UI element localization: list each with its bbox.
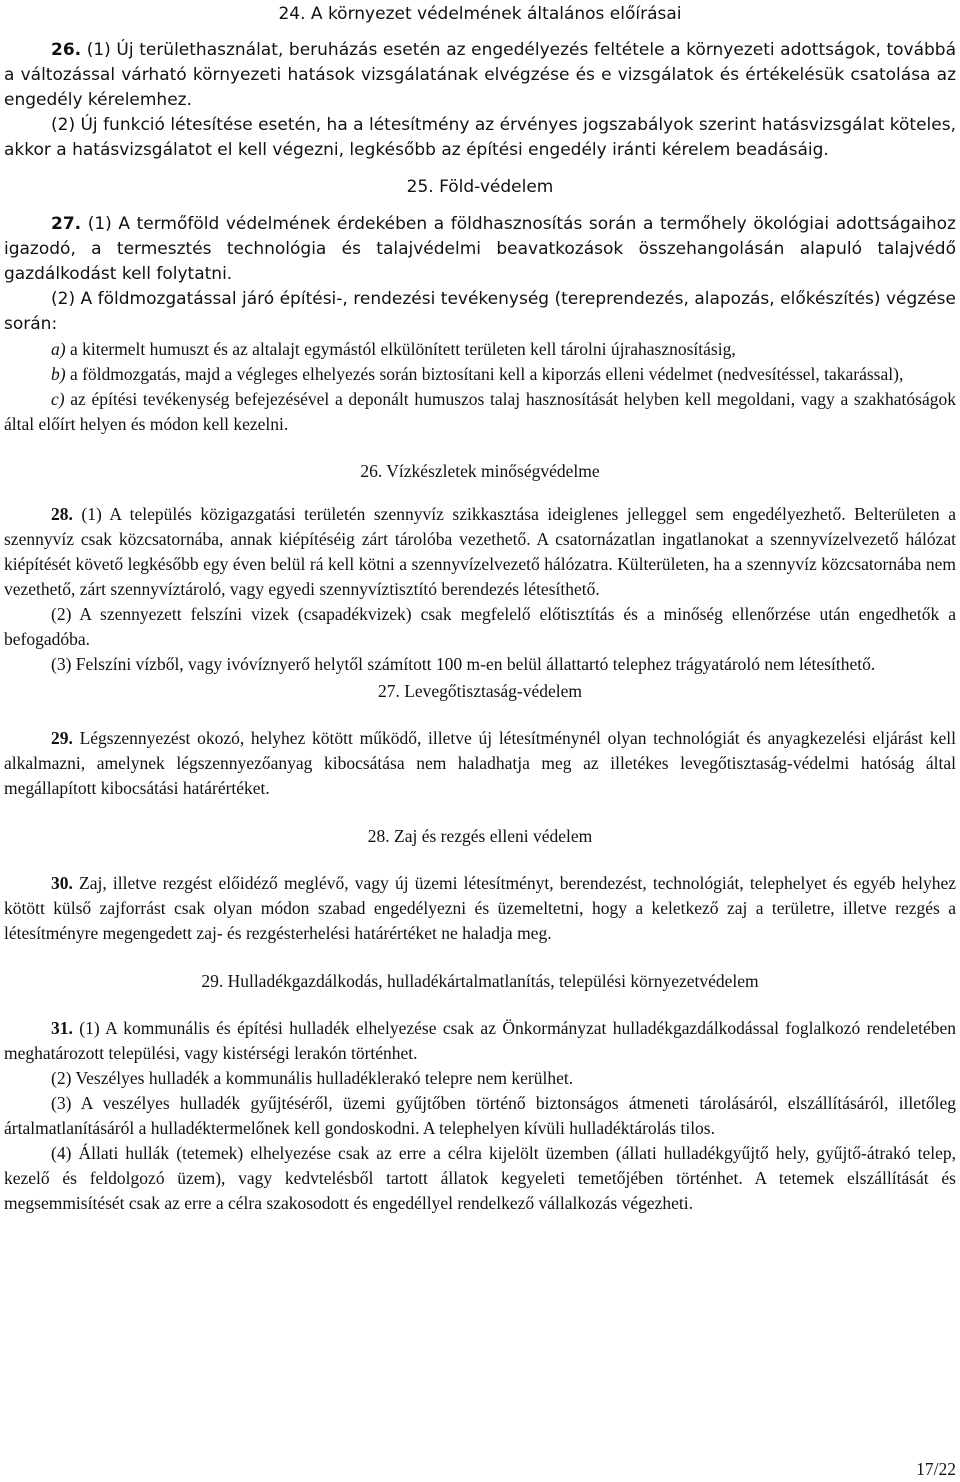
- list-item-c: c) az építési tevékenység befejezésével a deponált humuszos talaj hasznosítását helyben kell megoldani, vagy a szakhatóságok által előírt helyen és módon kell kezelni.: [4, 389, 956, 434]
- section-number: 27.: [51, 214, 82, 234]
- section-30-para-1: 30. Zaj, illetve rezgést előidéző meglévő, vagy új üzemi létesítményt, berendezést, technológiát, telephelyet és egyéb helyhez kötött külső zajforrást csak olyan módon szabad engedélyezni és üzemeltetni, hogy a keletkező zaj a területre, illetve rezgés a létesítményre megengedett zaj- és rezgésterhelési határértéket ne haladja meg.: [4, 873, 956, 943]
- heading-26: 26. Vízkészletek minőségvédelme: [360, 461, 600, 481]
- heading-25: 25. Föld-védelem: [406, 177, 554, 197]
- heading-28: 28. Zaj és rezgés elleni védelem: [367, 826, 593, 846]
- section-31-para-1: 31. (1) A kommunális és építési hulladék elhelyezése csak az Önkormányzat hulladékgazdálkodással foglalkozó rendeletében meghatározott települési, vagy kistérségi lerakón történhet.: [4, 1018, 956, 1063]
- section-28-para-2: (2) A szennyezett felszíni vizek (csapadékvizek) csak megfelelő előtisztítás és a minőség ellenőrzése után engedhetők a befogadóba.: [4, 604, 956, 649]
- section-27-para-1: 27. (1) A termőföld védelmének érdekében a földhasznosítás során a termőhely ökológiai adottságaihoz igazodó, a termesztés technológia és talajvédelmi beavatkozások összehangolásán alapuló talajvédő gazdálkodást kell folytatni.: [4, 214, 956, 284]
- section-27: [4, 212, 956, 337]
- section-number: 31.: [51, 1018, 73, 1038]
- section-number: 26.: [51, 40, 82, 60]
- section-29-para-1: 29. Légszennyezést okozó, helyhez kötött működő, illetve új létesítménynél olyan technológiát és anyagkezelési eljárást kell alkalmazni, amelynek légszennyezőanyag kibocsátása nem haladhatja meg az illetékes levegőtisztaság-védelmi hatóság által megállapított kibocsátási határértéket.: [4, 728, 956, 798]
- section-26-para-2: (2) Új funkció létesítése esetén, ha a létesítmény az érvényes jogszabályok szerint hatásvizsgálat köteles, akkor a hatásvizsgálatot el kell végezni, legkésőbb az építési engedély iránti kérelem beadásáig.: [4, 115, 956, 160]
- section-31: [4, 1016, 956, 1216]
- section-31-para-4: (4) Állati hullák (tetemek) elhelyezése csak az erre a célra kijelölt üzemben (állati hulladékgyűjtő hely, gyűjtő-átrakó telep, kezelő és feldolgozó üzem), vagy kedvtelésből tartott állatok kegyeleti temetőjében történhet. A tetemek elszállítását és megsemmisítését csak az erre a célra szakosodott és engedéllyel rendelkező vállalkozás végezheti.: [4, 1143, 956, 1213]
- section-27-list: [4, 337, 956, 437]
- section-30: [4, 871, 956, 946]
- page-number: 17/22: [916, 1459, 956, 1479]
- section-28-para-3: (3) Felszíni vízből, vagy ivóvíznyerő helytől számított 100 m-en belül állattartó telephez trágyatároló nem létesíthető.: [51, 654, 876, 674]
- heading-29: 29. Hulladékgazdálkodás, hulladékártalmatlanítás, települési környezetvédelem: [201, 971, 759, 991]
- list-item-b: b) a földmozgatás, majd a végleges elhelyezés során biztosítani kell a kiporzás elleni védelmet (nedvesítéssel, takarással),: [51, 364, 904, 384]
- section-26-para-1: 26. (1) Új területhasználat, beruházás esetén az engedélyezés feltétele a környezeti adottságok, továbbá a változással várható környezeti hatások vizsgálatának elvégzése és e vizsgálatok és értékelésük csatolása az engedély kérelemhez.: [4, 40, 956, 110]
- chapter-title: 24. A környezet védelmének általános előírásai: [278, 4, 682, 24]
- heading-27: 27. Levegőtisztaság-védelem: [377, 681, 583, 701]
- section-31-para-2: (2) Veszélyes hulladék a kommunális hulladéklerakó telepre nem kerülhet.: [51, 1068, 574, 1088]
- list-item-a: a) a kitermelt humuszt és az altalajt egymástól elkülönített területen kell tárolni újrahasznosításig,: [51, 339, 736, 359]
- section-28-para-1: 28. (1) A település közigazgatási területén szennyvíz szikkasztása ideiglenes jelleggel sem engedélyezhető. Belterületen a szennyvíz csak közcsatornába, annak kiépítéséig zárt tárolóba vezethető. A csatornázatlan ingatlanokat a szennyvízelvezető hálózat kiépítését követő legkésőbb egy éven belül rá kell kötni a szennyvízelvezető hálózatra. Külterületen, ha a szennyvíz közcsatornába nem vezethető, zárt szennyvíztároló, vagy egyedi szennyvíztisztító berendezés létesíthető.: [4, 504, 956, 599]
- section-28: [4, 502, 956, 677]
- section-31-para-3: (3) A veszélyes hulladék gyűjtéséről, üzemi gyűjtőben történő biztonságos átmeneti tárolásáról, elszállításáról, illetőleg ártalmatlanításáról a hulladéktermelőnek kell gondoskodni. A telephelyen kívüli hulladéktárolás tilos.: [4, 1093, 956, 1138]
- section-number: 30.: [51, 873, 73, 893]
- section-number: 28.: [51, 504, 73, 524]
- section-number: 29.: [51, 728, 73, 748]
- section-29: [4, 726, 956, 801]
- document-page: [4, 0, 956, 1216]
- section-27-para-2: (2) A földmozgatással járó építési-, rendezési tevékenység (tereprendezés, alapozás, előkészítés) végzése során:: [4, 289, 956, 334]
- section-26: [4, 38, 956, 163]
